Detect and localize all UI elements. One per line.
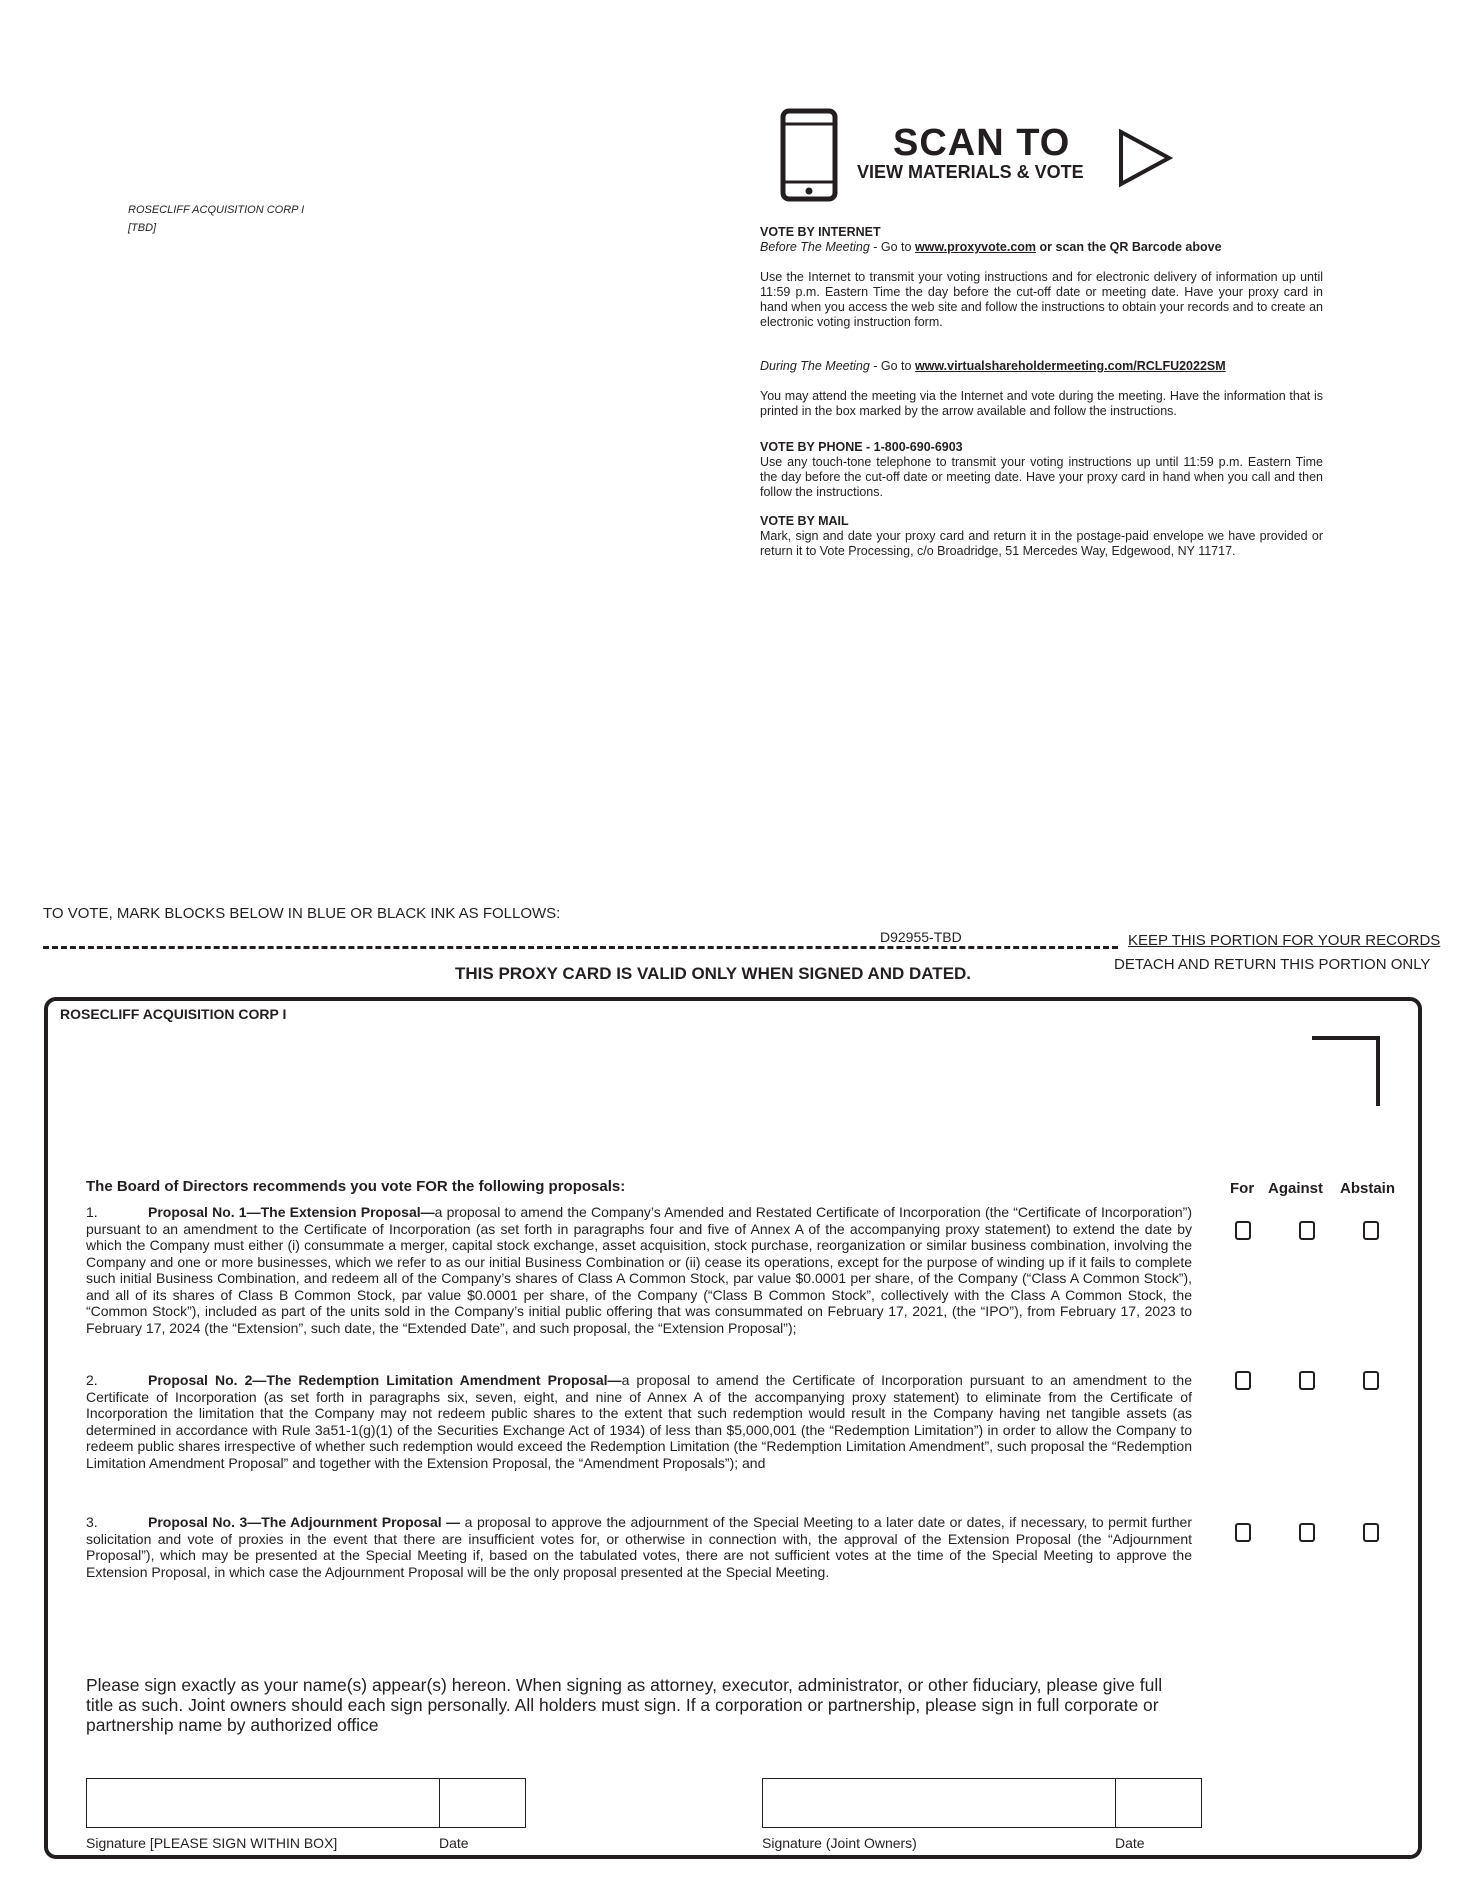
proposal-number: 2. [86,1372,98,1388]
proposal-2-for-checkbox[interactable] [1235,1371,1251,1390]
joint-signature-box[interactable] [762,1778,1116,1828]
proposal-title: Proposal No. 2—The Redemption Limitation Amendment Proposal— [148,1372,622,1388]
proposal-1-for-checkbox[interactable] [1235,1221,1251,1240]
proposal-text: a proposal to amend the Company’s Amended and Restated Certificate of Incorporation (the “Certificate of Incorporation”) pursuant to an amendment to the Certificate of Incorporation (as set forth in paragraphs four and five of Annex A of the accompanying proxy statement) to extend the date by which the Company must either (i) consummate a merger, capital stock exchange, asset acquisition, stock purchase, reorganization or similar business combination, involving the Company and one or more businesses, which we refer to as our initial Business Combination or (ii) cease its operations, except for the purpose of winding up if it fails to complete such initial Business Combination, and redeem all of the Company’s shares of Class A Common Stock, par value $0.0001 per share, of the Company (“Class A Common Stock”), and all of its shares of Class B Common Stock, par value $0.0001 per share, of the Company (“Class B Common Stock”, collectively with the Class A Common Stock, the “Common Stock”), included as part of the units sold in the Company’s initial public offering that was consummated on February 17, 2021, (the “IPO”), from February 17, 2023 to February 17, 2024 (the “Extension”, such date, the “Extended Date”, and such proposal, the “Extension Proposal”); [86,1204,1193,1336]
abstain-column-header: Abstain [1340,1180,1396,1197]
proposal-3-abstain-checkbox[interactable] [1363,1523,1379,1542]
to-vote-instruction: TO VOTE, MARK BLOCKS BELOW IN BLUE OR BLACK INK AS FOLLOWS: [43,905,561,922]
scan-title: SCAN TO [893,122,1071,164]
before-goto: - Go to [869,240,915,254]
proposal-1 [86,1204,1192,1336]
company-name: ROSECLIFF ACQUISITION CORP I [128,204,305,216]
board-recommendation: The Board of Directors recommends you vote FOR the following proposals: [86,1178,626,1195]
proposal-title: Proposal No. 1—The Extension Proposal— [148,1204,435,1220]
against-column-header: Against [1268,1180,1324,1197]
control-number: D92955-TBD [880,929,962,945]
scan-subtitle: VIEW MATERIALS & VOTE [857,162,1084,182]
phone-heading: VOTE BY PHONE - 1-800-690-6903 [760,440,963,454]
proposal-1-against-checkbox[interactable] [1299,1221,1315,1240]
proposal-title: Proposal No. 3—The Adjournment Proposal — [148,1514,461,1530]
signature-box[interactable] [86,1778,440,1828]
before-suffix: or scan the QR Barcode above [1036,240,1222,254]
date-box[interactable] [439,1778,526,1828]
during-meeting-text: You may attend the meeting via the Internet and vote during the meeting. Have the information that is printed in the box marked by the arrow available and follow the instructions. [760,389,1323,418]
joint-date-label: Date [1115,1835,1145,1851]
detach-portion-label: DETACH AND RETURN THIS PORTION ONLY [1114,956,1431,973]
during-meeting-line [760,359,1323,374]
signature-label: Signature [PLEASE SIGN WITHIN BOX] [86,1835,338,1851]
vote-by-internet-section [760,225,1323,419]
proposal-number: 1. [86,1204,98,1220]
phone-text: Use any touch-tone telephone to transmit your voting instructions up until 11:59 p.m. Eastern Time the day before the cut-off date or meeting date. Have your proxy card in hand when you call and then follow the instructions. [760,455,1323,499]
before-meeting-label: Before The Meeting [760,240,870,254]
mail-heading: VOTE BY MAIL [760,514,849,528]
joint-signature-label: Signature (Joint Owners) [762,1835,917,1851]
smartphone-icon [780,108,838,202]
proposal-2-abstain-checkbox[interactable] [1363,1371,1379,1390]
detach-line [43,946,1118,949]
virtual-meeting-link[interactable]: www.virtualshareholdermeeting.com/RCLFU2022SM [914,359,1226,373]
internet-heading: VOTE BY INTERNET [760,225,881,239]
mail-text: Mark, sign and date your proxy card and return it in the postage-paid envelope we have provided or return it to Vote Processing, c/o Broadridge, 51 Mercedes Way, Edgewood, NY 11717. [760,529,1323,558]
card-company-name: ROSECLIFF ACQUISITION CORP I [60,1006,287,1022]
proxyvote-link[interactable]: www.proxyvote.com [914,240,1037,254]
for-column-header: For [1230,1180,1255,1197]
joint-date-box[interactable] [1115,1778,1202,1828]
proposal-3 [86,1514,1192,1580]
proposal-number: 3. [86,1514,98,1530]
proposal-2 [86,1372,1192,1471]
during-meeting-label: During The Meeting [760,359,870,373]
before-meeting-text: Use the Internet to transmit your voting instructions and for electronic delivery of information up until 11:59 p.m. Eastern Time the day before the cut-off date or meeting date. Have your proxy card in hand when you access the web site and follow the instructions to obtain your records and to create an electronic voting instruction form. [760,270,1323,329]
proposal-3-for-checkbox[interactable] [1235,1523,1251,1542]
vote-by-phone-section [760,440,1323,500]
valid-notice: THIS PROXY CARD IS VALID ONLY WHEN SIGNED AND DATED. [455,964,972,983]
date-label: Date [439,1835,469,1851]
play-arrow-icon [1117,128,1173,188]
proposal-text: a proposal to approve the adjournment of the Special Meeting to a later date or dates, if necessary, to permit further solicitation and vote of proxies in the event that there are insufficient votes for, or otherwise in connection with, the approval of the Extension Proposal (the “Adjournment Proposal”), which may be presented at the Special Meeting if, based on the tabulated votes, there are not sufficient votes at the time of the Special Meeting to approve the Extension Proposal, in which case the Adjournment Proposal will be the only proposal presented at the Special Meeting. [86,1514,1192,1580]
proposal-3-against-checkbox[interactable] [1299,1523,1315,1542]
proposal-2-against-checkbox[interactable] [1299,1371,1315,1390]
proposal-1-abstain-checkbox[interactable] [1363,1221,1379,1240]
vote-by-mail-section [760,514,1323,559]
signing-instructions: Please sign exactly as your name(s) appear(s) hereon. When signing as attorney, executor, administrator, or other fiduciary, please give full title as such. Joint owners should each sign personally. All holders must sign. If a corporation or partnership, please sign in full corporate or partnership name by authorized office [86,1675,1163,1735]
keep-portion-label: KEEP THIS PORTION FOR YOUR RECORDS [1128,932,1441,949]
corner-mark [1312,1036,1380,1106]
company-tbd: [TBD] [128,222,157,234]
during-goto: - Go to [869,359,915,373]
proposal-text: a proposal to amend the Certificate of Incorporation pursuant to an amendment to the Certificate of Incorporation (as set forth in paragraphs six, seven, eight, and nine of Annex A of the accompanying proxy statement) to eliminate from the Certificate of Incorporation the limitation that the Company may not redeem public shares to the extent that such redemption would result in the Company having net tangible assets (as determined in accordance with Rule 3a51-1(g)(1) of the Securities Exchange Act of 1934) of less than $5,000,001 (the “Redemption Limitation”) in order to allow the Company to redeem public shares irrespective of whether such redemption would exceed the Redemption Limitation (the “Redemption Limitation Amendment”, such proposal the “Redemption Limitation Amendment Proposal” and together with the Extension Proposal, the “Amendment Proposals”); and [86,1372,1192,1471]
before-meeting-line [760,240,1323,255]
